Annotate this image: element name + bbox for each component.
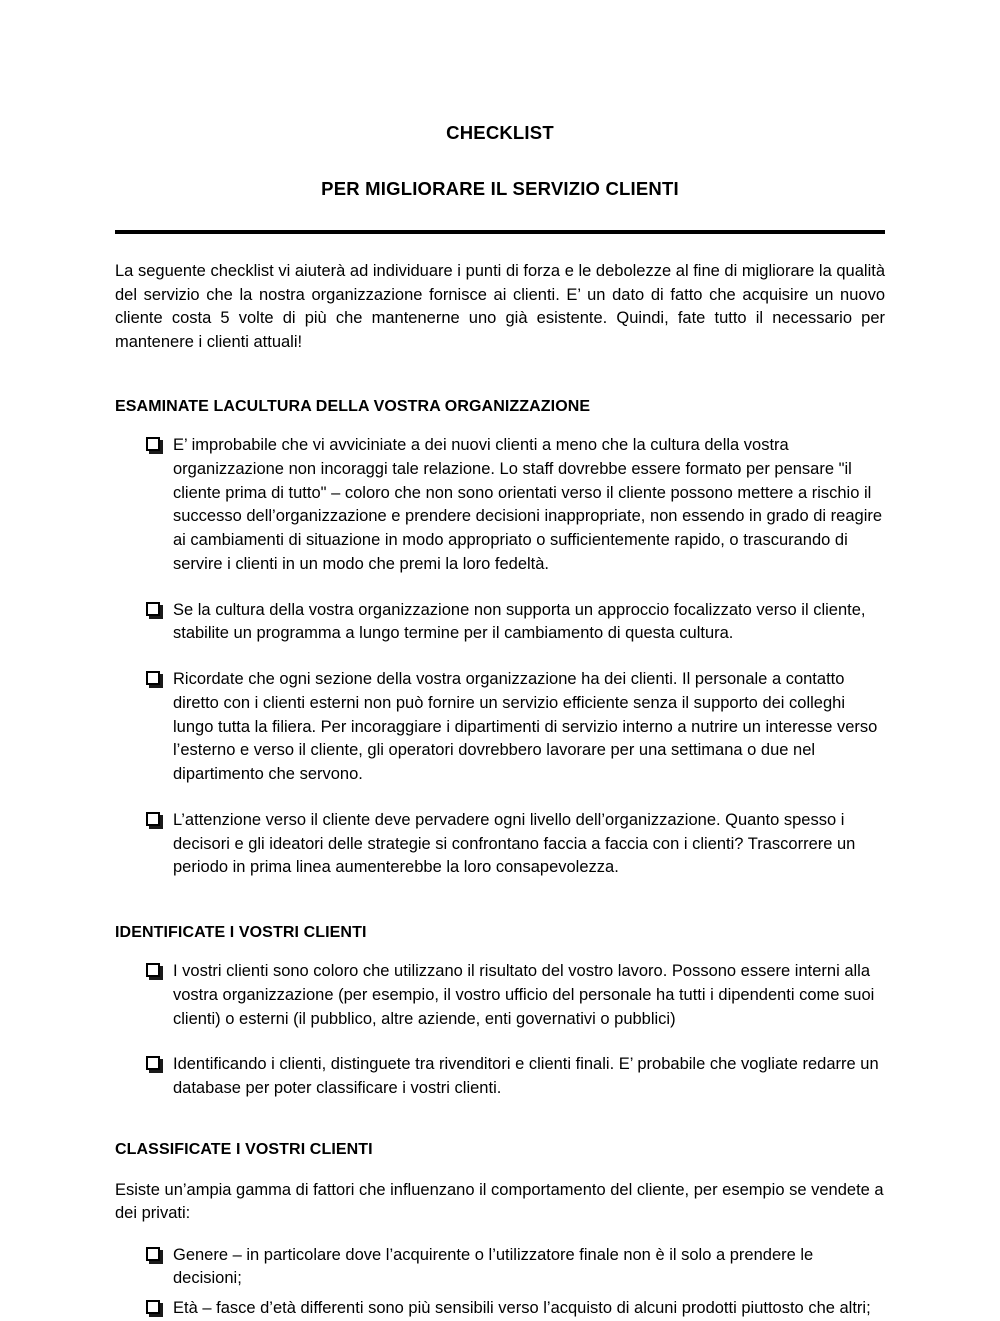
checkbox-icon[interactable] [146, 671, 160, 685]
checklist-item-label: E’ improbabile che vi avviciniate a dei nuovi clienti a meno che la cultura della vostra organizzazione non incoraggi tale relazione. Lo staff dovrebbe essere formato per pensare "il cliente prima di tutto" – coloro che non sono orientati verso il cliente possono mettere a rischio il successo dell’organizzazione e prendere decisioni inappropriate, non essendo in grado di reagire ai cambiamenti di situazione in modo appropriato o sufficientemente rapido, o trascurando di servire i clienti in un modo che premi la loro fedeltà. [173, 436, 883, 573]
checklist-item[interactable] [115, 434, 885, 577]
checklist-section-esaminate-la-cultura [115, 434, 885, 880]
checklist-item-label: Se la cultura della vostra organizzazione non supporta un approccio focalizzato verso il cliente, stabilite un programma a lungo termine per il cambiamento di questa cultura. [173, 600, 866, 643]
section-heading-esaminate-la-cultura: ESAMINATE LACULTURA DELLA VOSTRA ORGANIZZAZIONE [115, 398, 591, 416]
page-subtitle: PER MIGLIORARE IL SERVIZIO CLIENTI [321, 178, 679, 200]
checkbox-icon[interactable] [146, 1300, 160, 1314]
document-title-block [115, 0, 885, 200]
title-divider [115, 230, 885, 234]
checklist-item[interactable] [115, 1053, 885, 1101]
checkbox-icon[interactable] [146, 602, 160, 616]
checklist-item[interactable] [115, 1244, 885, 1292]
checklist-section-identificate-i-vostri-clienti [115, 960, 885, 1101]
checklist-item-label: Identificando i clienti, distinguete tra rivenditori e clienti finali. E’ probabile che vogliate redarre un database per poter classificare i vostri clienti. [173, 1055, 879, 1098]
checklist-item[interactable] [115, 809, 885, 880]
page-title: CHECKLIST [446, 122, 554, 143]
checklist-item[interactable] [115, 960, 885, 1031]
checkbox-icon[interactable] [146, 963, 160, 977]
checklist-item[interactable] [115, 599, 885, 647]
checklist-item[interactable] [115, 1297, 885, 1321]
document-content [115, 0, 885, 1321]
checklist-item[interactable] [115, 668, 885, 787]
checkbox-icon[interactable] [146, 1056, 160, 1070]
checkbox-icon[interactable] [146, 1247, 160, 1261]
checklist-item-label: Ricordate che ogni sezione della vostra organizzazione ha dei clienti. Il personale a contatto diretto con i clienti esterni non può fornire un servizio efficiente senza il supporto dei colleghi lungo tutta la filiera. Per incoraggiare i dipartimenti di servizio interno a nutrire un interesse verso l’esterno e verso il cliente, gli operatori dovrebbero lavorare per una settimana o due nel dipartimento che servono. [173, 670, 878, 784]
checklist-item-label: L’attenzione verso il cliente deve pervadere ogni livello dell’organizzazione. Quanto spesso i decisori e gli ideatori delle strategie si confrontano faccia a faccia con i clienti? Trascorrere un periodo in prima linea aumenterebbe la loro consapevolezza. [173, 810, 856, 877]
section-heading-classificate-i-vostri-clienti: CLASSIFICATE I VOSTRI CLIENTI [115, 1140, 373, 1158]
checklist-item-label: Età – fasce d’età differenti sono più sensibili verso l’acquisto di alcuni prodotti piuttosto che altri; [173, 1299, 871, 1318]
checkbox-icon[interactable] [146, 437, 160, 451]
checklist-item-label: Genere – in particolare dove l’acquirente o l’utilizzatore finale non è il solo a prendere le decisioni; [173, 1245, 814, 1288]
checkbox-icon[interactable] [146, 812, 160, 826]
section-heading-identificate-i-vostri-clienti: IDENTIFICATE I VOSTRI CLIENTI [115, 924, 367, 942]
section-lead-paragraph: Esiste un’ampia gamma di fattori che influenzano il comportamento del cliente, per esempio se vendete a dei privati: [115, 1180, 884, 1223]
checklist-item-label: I vostri clienti sono coloro che utilizzano il risultato del vostro lavoro. Possono essere interni alla vostra organizzazione (per esempio, il vostro ufficio del personale ha tutti i dipendenti come suoi clienti) o esterni (il pubblico, altre aziende, enti governativi o pubblici) [173, 962, 875, 1028]
checklist-section-classificate-i-vostri-clienti [115, 1244, 885, 1321]
intro-paragraph: La seguente checklist vi aiuterà ad individuare i punti di forza e le debolezze al fine di migliorare la qualità del servizio che la nostra organizzazione fornisce ai clienti. E’ un dato di fatto che acquisire un nuovo cliente costa 5 volte di più che mantenerne uno già esistente. Quindi, fate tutto il necessario per mantenere i clienti attuali! [115, 262, 885, 351]
